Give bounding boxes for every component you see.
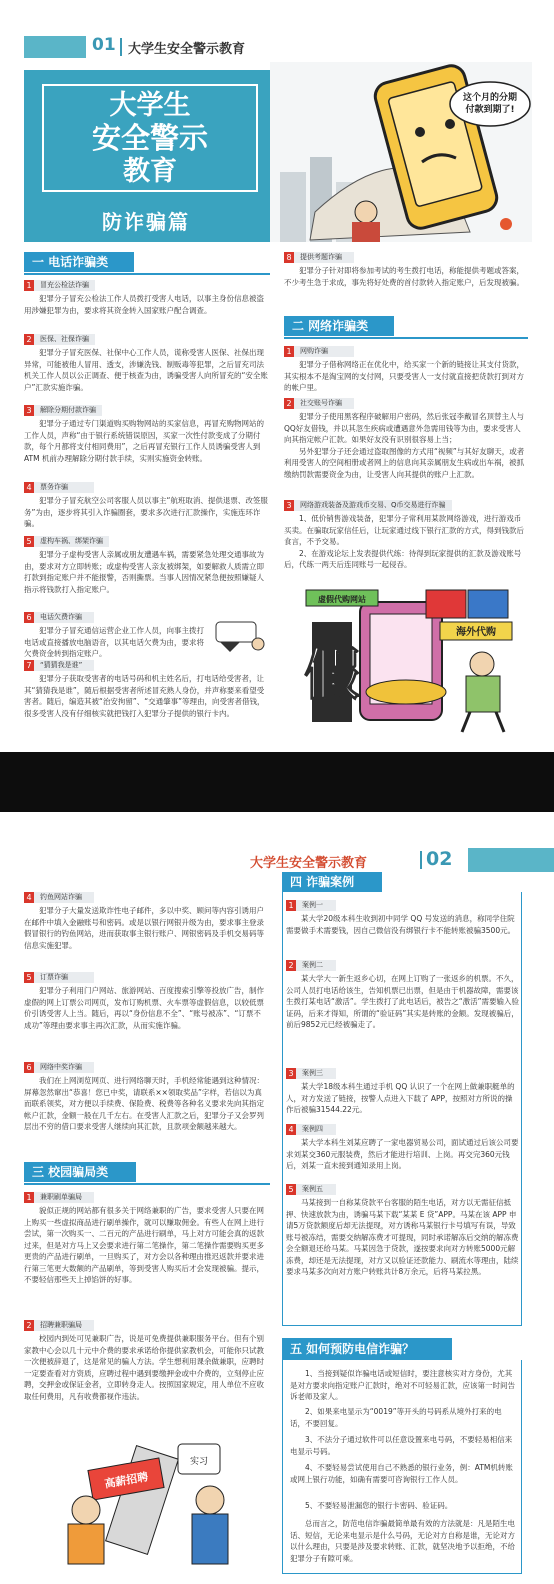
section-online-fraud-heading: 二 网络诈骗类 — [284, 316, 528, 336]
item-tag: 钓鱼网站诈骗 — [34, 892, 94, 903]
case-item — [286, 900, 520, 936]
item-tag: 票务诈骗 — [34, 482, 94, 493]
case-item — [286, 1068, 520, 1116]
item-tag: 网络中奖诈骗 — [34, 1062, 94, 1073]
header-divider — [120, 38, 122, 56]
item-number: 4 — [24, 482, 34, 493]
overseas-purchase-sign: 海外代购 — [456, 627, 496, 638]
item-tag: 医保、社保诈骗 — [34, 334, 95, 345]
bubble-line2: 付款到期了! — [465, 105, 515, 115]
page-number: 02 — [426, 848, 453, 870]
item-number: 7 — [24, 660, 34, 671]
case-text: 某大学大一新生返乡心切，在网上订购了一张返乡的机票。不久，公司人员打电话给该生，告知机票已出票，但是由于机器故障，需要该生拨打某电话“激活”。学生拨打了此电话后，被告之“激活”需要输入验证码，后来才得知，所谓的“验证码”其实是转账的金额。发现被骗后，前后9852元已经被骗走了。 — [286, 974, 520, 1029]
list-item — [284, 500, 528, 571]
header-color-bar — [468, 848, 554, 872]
item-text: 校园内到处可见兼职广告，说是可免费提供兼职服务平台。但有个别家教中心会以几十元中介费的要求承诺给你提供家教机会，可能你只试教一次便被辞退了，这是常见的骗人方法。学生想利用课余做兼职，应聘时一定要查看对方资质，应聘过程中遇到要缴押金或中介费的，立刻停止应聘，交押金或保证金者，立即转身走人。按照国家规定，用人单位不应收取任何费用，凡有收费都视作违法。 — [24, 1334, 264, 1401]
item-tag: 提供考题诈骗 — [294, 252, 354, 263]
page-two-header — [0, 848, 554, 872]
item-number: 8 — [284, 252, 294, 263]
item-tag: 招聘兼职骗局 — [34, 1320, 94, 1331]
item-text: 犯罪分子大量发送欺诈性电子邮件，多以中奖、顾问等内容引诱用户在邮件中填入金融账号和密码。或是以银行网银升级为由，要求事主登录假冒银行的钓鱼网站，进而获取事主银行账户、网银密码及手机交易码等信息实施犯罪。 — [24, 906, 264, 950]
list-item — [24, 1062, 268, 1133]
list-item — [24, 1192, 268, 1286]
header-divider — [420, 851, 422, 869]
case-number: 3 — [286, 1068, 296, 1079]
header-color-bar — [24, 36, 86, 58]
case-number: 1 — [286, 900, 296, 911]
item-text: 犯罪分子虚构受害人亲属或朋友遭遇车祸，需要紧急处理交通事故为由，要求对方立即转账；或虚构受害人亲友被绑架，如要解救人质需立即打款到指定账户并不能报警，否则撕票。当事人因情况紧急便按照嫌疑人指示将钱款打入指定账户。 — [24, 550, 264, 594]
prevention-tip: 5、不要轻易泄漏您的银行卡密码、验证码。 — [305, 1501, 453, 1510]
item-tag: 虚构车祸、绑架诈骗 — [34, 536, 109, 547]
page-one — [0, 0, 554, 752]
case-text: 马某接到一自称某贷款平台客服的陌生电话，对方以无需征信抵押、快速放款为由，诱骗马某下载“某某 E 贷”APP。马某在该 APP 申请5万贷款额度后却无法提现，对方诱称马某银行卡号填写有误，导致账号被冻结，需要交纳解冻费才可提现，同时承诺解冻后交纳的解冻费会全额退还给马某。马某因急于贷款，遂按要求向对方转账5000元解冻费，却还是无法提现，对方又以验证还款能力、刷流水等理由，陆续要求马某多次向对方账户转账共计8万余元，后将马某拉黑。 — [286, 1198, 519, 1276]
item-text-2: 2、在游戏论坛上发表提供代练：待得到玩家提供的汇款及游戏账号后，代练一两天后连同账号一起侵吞。 — [284, 548, 522, 569]
item-text: 我们在上网浏览网页、进行网络聊天时，手机经常能遇到这种情况：屏幕忽然窜出“恭喜！您已中奖，请联系××领取奖品”字样，若信以为真而联系领奖，对方便以手续费、保险费、税费等各种名义要求先向其指定帐户汇款，金额一般在几千左右。在受害人汇款之后，犯罪分子又会罗列层出不穷的借口要求受害人继续向其汇款，且款项金额越来越大。 — [24, 1076, 264, 1131]
section-underline — [24, 273, 270, 275]
item-text-2: 另外犯罪分子还会通过盗取图像的方式用“视频”与其好友聊天，或者利用受害人的空间相册或者网上的信息向其亲属朋友生病或出车祸，被抓缴纳罚款需要资金为由，让受害人向其提供的账户上汇款。 — [284, 446, 525, 479]
item-text: 犯罪分子借称网络正在优化中，给买家一个新的链接让其支付货款，其实根本不是淘宝网的支付网，只要受害人一支付就直接把货款打到对方的帐户里。 — [284, 360, 524, 392]
item-text: 1、低价销售游戏装备，犯罪分子常利用某款网络游戏，进行游戏币买卖。在骗取玩家信任后，让玩家通过线下银行汇款的方式，得到钱款后食言，不予交易。 — [284, 514, 524, 546]
prevention-tip: 2、如果来电显示为“0019”等开头的号码系从境外打来的电话，不要回复。 — [290, 1407, 502, 1428]
case-item — [286, 960, 520, 1031]
item-text: 犯罪分子使用黑客程序破解用户密码，然后张冠李戴冒名顶替主人与QQ好友借钱，并以其忽生疾病或遭遇意外急需用钱等为由，要求受害人向其指定帐户汇款。如果好友没有识别很容易上当； — [284, 412, 524, 444]
item-text: 犯罪分子冒充公检法工作人员拨打受害人电话，以事主身份信息被盗用涉嫌犯罪为由，要求将其资金转入国家账户配合调查。 — [24, 294, 264, 315]
case-tag: 案例三 — [296, 1068, 336, 1079]
section-underline — [24, 1183, 270, 1185]
page-title: 大学生安全警示教育 — [250, 856, 368, 871]
item-tag: 冒充公检法诈骗 — [34, 280, 95, 291]
case-number: 5 — [286, 1184, 296, 1195]
list-item — [24, 334, 268, 393]
fake-site-sign: 虚假代购网站 — [318, 595, 366, 604]
high-salary-sign: 高薪招聘 — [103, 1470, 150, 1491]
list-item — [284, 252, 528, 288]
item-text: 犯罪分子冒充航空公司客服人员以事主“航班取消、提供退票、改签服务”为由，逐步将其引入诈骗圈套，要求多次进行汇款操作，实施连环诈骗。 — [24, 496, 268, 528]
page-number: 01 — [92, 35, 116, 55]
item-text: 犯罪分子获取受害者的电话号码和机主姓名后，打电话给受害者，让其“猜猜我是谁”，随后根据受害者所述冒充熟人身份，并声称要来看望受害者。随后，编造其被“治安拘留”、“交通肇事”等理由，向受害者借钱，很多受害人没有仔细核实就把钱打入犯罪分子提供的银行卡内。 — [24, 674, 265, 718]
item-number: 2 — [24, 334, 34, 345]
case-tag: 案例一 — [296, 900, 336, 911]
page-two — [0, 812, 554, 1584]
item-number: 1 — [24, 280, 34, 291]
hero-title-line2: 安全警示 — [91, 121, 208, 155]
page-title: 大学生安全警示教育 — [128, 42, 246, 57]
item-number: 3 — [284, 500, 294, 511]
item-tag: 电话欠费诈骗 — [34, 612, 94, 623]
cartoon-phone-illustration — [270, 62, 532, 242]
prevent-heading-box — [282, 1338, 522, 1360]
section-underline — [284, 337, 528, 339]
fake-shopping-illustration — [290, 582, 528, 734]
item-number: 1 — [24, 1192, 34, 1203]
hero-title-panel — [24, 70, 276, 242]
prevention-tip: 4、不要轻易尝试使用自己不熟悉的银行业务，例：ATM机转账或网上银行功能，如确有需要可咨询银行工作人员。 — [290, 1463, 513, 1484]
phone-bill-icon — [210, 614, 270, 654]
item-number: 4 — [24, 892, 34, 903]
prevention-summary: 总而言之，防范电信诈骗最简单最有效的方法就是：凡是陌生电话、短信，无论来电显示是什么号码，无论对方自称是谁，无论对方以什么理由，只要是涉及要求转账、汇款，就坚决地予以拒绝，不给犯罪分子有隙可乘。 — [290, 1519, 515, 1563]
prevention-tip: 1、当接到疑似诈骗电话或短信时，要注意核实对方身份，尤其是对方要求向指定账户汇款时，绝对不可轻易汇款，应该第一时间告诉老师及家人。 — [290, 1369, 515, 1401]
case-item — [286, 1124, 520, 1172]
case-text: 某大学本科生刘某应聘了一家电器贸易公司，面试通过后该公司要求刘某交360元服装费，然后才能进行培训、上岗。再交完360元钱后，刘某一直未接到通知录用上岗。 — [286, 1138, 519, 1170]
recruitment-scam-illustration — [50, 1440, 260, 1568]
list-item — [284, 398, 528, 480]
case-tag: 案例四 — [296, 1124, 336, 1135]
bubble-line1: 这个月的分期 — [462, 93, 518, 103]
list-item — [24, 1320, 268, 1402]
internship-scroll-text: 实习 — [189, 1457, 209, 1467]
item-tag: 网络游戏装备及游戏币交易、Q币交易进行诈骗 — [294, 500, 452, 511]
list-item — [24, 972, 268, 1031]
item-text: 犯罪分子针对即将参加考试的考生拨打电话，称能提供考题或答案，不少考生急于求成，事先将好处费的首付款转入指定账户，后发现被骗。 — [284, 266, 524, 287]
prevention-tip: 3、不法分子通过软件可以任意设置来电号码，不要轻易相信来电显示号码。 — [290, 1435, 513, 1456]
case-text: 某大学18级本科生通过手机 QQ 认识了一个在网上做兼职艇单的人，对方发送了链接，按警人点进入下载了 APP，按照对方所说的操作后被骗31544.22元。 — [286, 1082, 515, 1114]
case-text: 某大学20级本科生收到初中同学 QQ 号发送的消息，称同学住院需要做手术需要钱，因自己微信没有绑银行卡不能转账被骗3500元。 — [286, 914, 516, 935]
page-one-header — [0, 36, 554, 58]
case-number: 4 — [286, 1124, 296, 1135]
case-number: 2 — [286, 960, 296, 971]
item-number: 1 — [284, 346, 294, 357]
item-tag: 网购诈骗 — [294, 346, 354, 357]
hero-title-line1: 大学生 — [109, 90, 191, 121]
item-number: 5 — [24, 536, 34, 547]
item-text: 犯罪分子利用门户网站、旅游网站、百度搜索引擎等投放广告，制作虚假的网上订票公司网页，发布订购机票、火车票等虚假信息，以较低票价引诱受害人上当。随后，再以“身份信息不全”、“账号被冻”、“订票不成功”等理由要求事主再次汇款，从而实施诈骗。 — [24, 986, 264, 1030]
item-number: 5 — [24, 972, 34, 983]
page-separator — [0, 752, 554, 812]
list-item — [24, 280, 268, 316]
item-number: 2 — [24, 1320, 34, 1331]
section-cases-heading: 四 诈骗案例 — [282, 872, 382, 892]
item-tag: 兼职刷单骗局 — [34, 1192, 94, 1203]
item-text: 犯罪分子冒充通信运营企业工作人员，向事主拨打电话或直接播放电脑语音，以其电话欠费为由，要求将欠费资金转到指定账户。 — [24, 626, 204, 658]
fake-character: 假 — [304, 643, 360, 708]
case-item — [286, 1184, 520, 1278]
item-number: 6 — [24, 612, 34, 623]
section-campus-scam-heading: 三 校园骗局类 — [24, 1162, 270, 1182]
list-item — [284, 346, 528, 394]
item-tag: 订票诈骗 — [34, 972, 94, 983]
item-number: 2 — [284, 398, 294, 409]
hero-title-line3: 教育 — [123, 156, 177, 187]
list-item — [24, 482, 268, 530]
list-item — [24, 892, 268, 951]
section-phone-fraud-heading: 一 电话诈骗类 — [24, 252, 270, 272]
case-tag: 案例五 — [296, 1184, 336, 1195]
list-item — [24, 612, 208, 660]
cases-heading-box — [282, 872, 522, 892]
item-number: 3 — [24, 405, 34, 416]
item-tag: “猜猜我是谁” — [34, 660, 94, 671]
item-tag: 社交账号诈骗 — [294, 398, 354, 409]
item-text: 犯罪分子冒充医保、社保中心工作人员，谎称受害人医保、社保出现异常，可能被他人冒用、透支，涉嫌洗钱、制贩毒等犯罪，之后冒充司法机关工作人员以公正调查、便于核查为由，诱骗受害人向所冒充的“安全账户”汇款实施诈骗。 — [24, 348, 268, 392]
list-item — [24, 536, 268, 595]
item-tag: 解除分期付款诈骗 — [34, 405, 102, 416]
list-item — [24, 405, 268, 464]
list-item — [24, 660, 268, 719]
hero-subtitle: 防诈骗篇 — [102, 210, 190, 234]
item-number: 6 — [24, 1062, 34, 1073]
item-text: 貌似正规的网站都有很多关于网络兼职的广告，要求受害人只要在网上购买一些虚拟商品进行刷单操作，就可以赚取佣金。有些人在网上进行尝试，第一次购买一、二百元的产品进行刷单，马上对方可能会真的返款过来，但是对方马上又会要求进行第二笔操作，第二笔操作需要购买更多更贵的产品进行刷单，一旦购买了，对方会以各种理由推迟返款并要求进行第三笔更大数额的产品刷单，等到受害人购买后才会发现被骗。提示，不要轻信那些天上掉馅饼的好事。 — [24, 1206, 264, 1284]
case-tag: 案例二 — [296, 960, 336, 971]
item-text: 犯罪分子通过专门渠道购买购物网站的买家信息，再冒充购物网站的工作人员，声称“由于银行系统错误原因，买家一次性付款变成了分期付款，每个月都将支付相同费用”，之后再冒充银行工作人员诱骗受害人到 ATM 机前办理解除分期付款手续，实则实施资金转账。 — [24, 419, 264, 463]
section-prevention-heading: 五 如何预防电信诈骗？ — [282, 1338, 452, 1360]
